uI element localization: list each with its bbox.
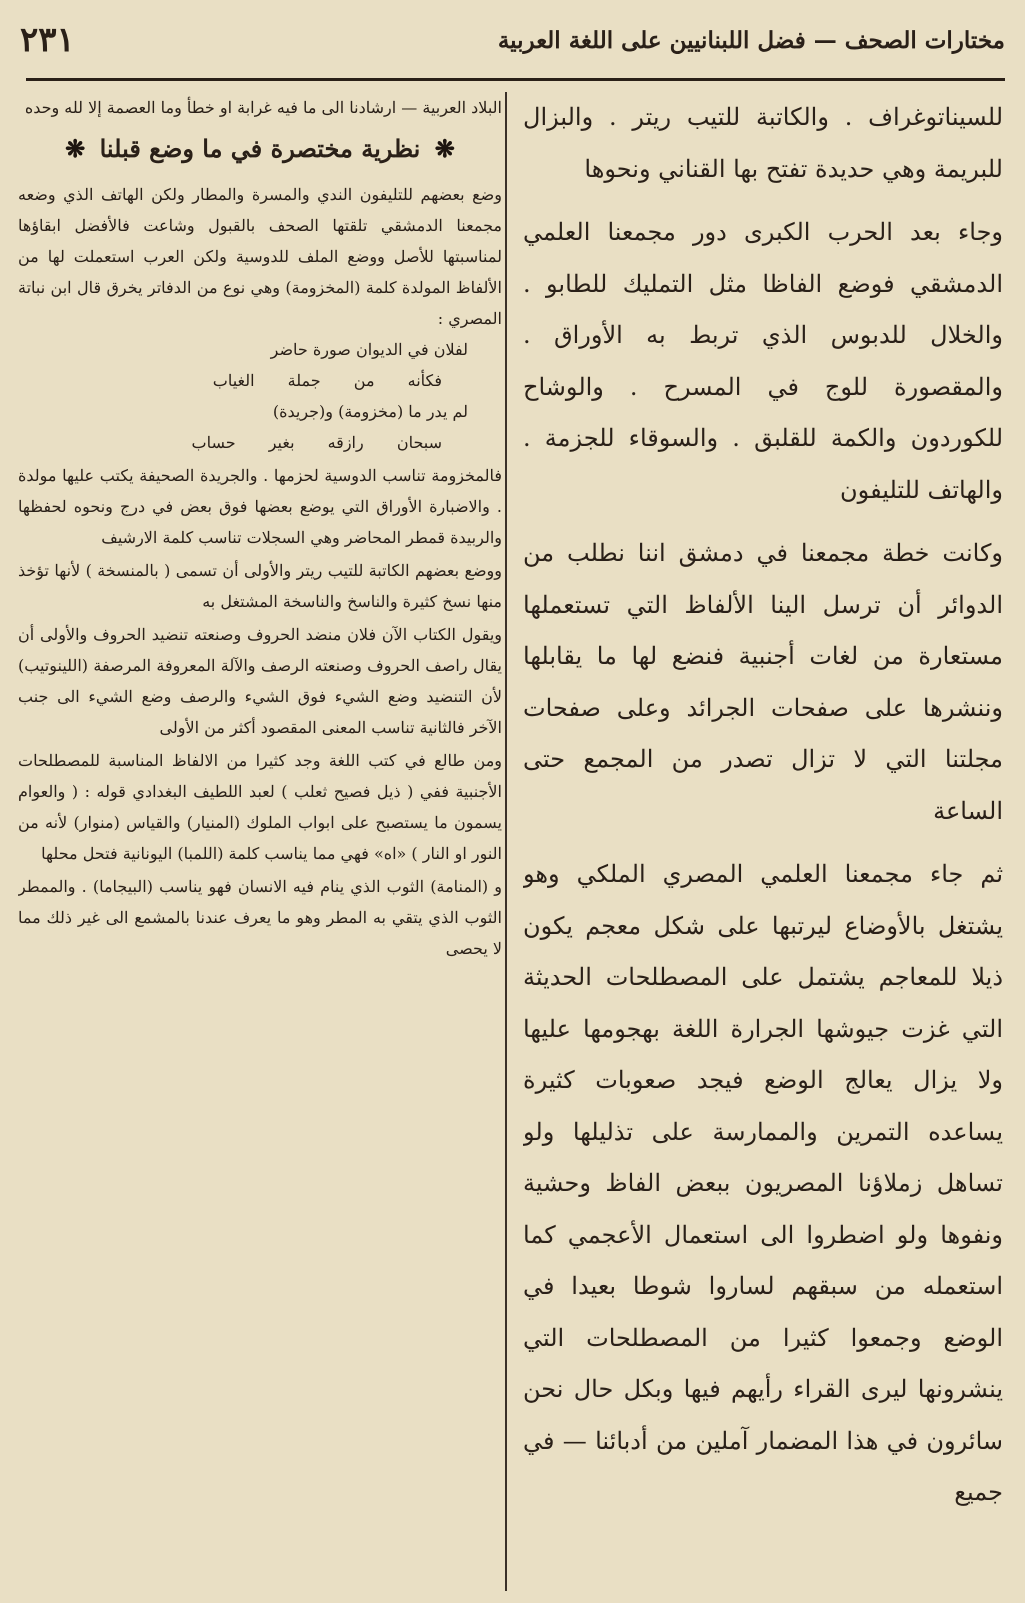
- verse-hemistich: لم يدر ما (مخزومة) و(جريدة): [272, 402, 468, 421]
- paragraph: وضع بعضهم للتليفون الندي والمسرة والمطار ولكن الهاتف الذي وضعه مجمعنا الدمشقي تلقتها الصحف بالقبول وشاعت فالأفضل ابقاؤها لمناسبتها للأصل ووضع الملف للدوسية ولكن العرب استعملت لها من الألفاظ المولدة كلمة (المخزومة) وهي نوع من الدفاتر يخرق قال ابن نباتة المصري :: [18, 185, 502, 328]
- verse-hemistich: لفلان في الديوان صورة حاضر: [270, 340, 468, 359]
- verse-hemistich: فكأنه من جملة الغياب: [212, 371, 442, 390]
- paragraph: ويقول الكتاب الآن فلان منضد الحروف وصنعته تنضيد الحروف والأولى أن يقال راصف الحروف وصنعته الرصف والآلة المعروفة المرصفة (اللينوتيب) لأن التنضيد وضع الشيء فوق الشيء والرصف وضع الشيء الى جنب الآخر فالثانية تناسب المعنى المقصود أكثر من الأولى: [18, 625, 502, 737]
- paragraph: للسيناتوغراف . والكاتبة للتيب ريتر . والبزال للبريمة وهي حديدة تفتح بها القناني ونحوها: [523, 103, 1003, 183]
- paragraph: ومن طالع في كتب اللغة وجد كثيرا من الالفاظ المناسبة للمصطلحات الأجنبية ففي ( ذيل فصيح ثعلب ) لعبد اللطيف البغدادي قوله : ( والعوام يسمون ما يستصبح على ابواب الملوك (المنيار) والقياس (منوار) لأنه من النور او النار ) «اه» فهي مما يناسب كلمة (اللمبا) اليونانية فتحل محلها: [18, 751, 502, 863]
- running-title: مختارات الصحف — فضل اللبنانيين على اللغة العربية: [497, 26, 1005, 54]
- paragraph: وكانت خطة مجمعنا في دمشق اننا نطلب من الدوائر أن ترسل الينا الألفاظ التي تستعملها مستعارة من لغات أجنبية فنضع لها ما يقابلها وننشرها على صفحات الجرائد وعلى صفحات مجلتنا التي لا تزال تصدر من المجمع حتى الساعة: [523, 539, 1003, 825]
- paragraph: البلاد العربية — ارشادنا الى ما فيه غرابة او خطأ وما العصمة إلا لله وحده: [24, 98, 502, 117]
- section-heading-text: نظرية مختصرة في ما وضع قبلنا: [99, 134, 421, 163]
- page-header: [20, 10, 1005, 70]
- column-divider: [505, 92, 507, 1591]
- right-column: [523, 92, 1003, 1593]
- ornament-icon: ❋: [65, 134, 86, 163]
- page-number: ٢٣١: [20, 20, 75, 60]
- ornament-icon: ❋: [434, 134, 455, 163]
- left-column: [18, 92, 502, 1593]
- paragraph: فالمخزومة تناسب الدوسية لحزمها . والجريدة الصحيفة يكتب عليها مولدة . والاضبارة الأوراق التي يوضع بعضها فوق بعض في درج ونحوه لحفظها والربيدة قمطر المحاضر وهي السجلات تناسب كلمة الارشيف: [18, 466, 502, 547]
- section-heading: [18, 127, 502, 171]
- paragraph: و (المنامة) الثوب الذي ينام فيه الانسان فهو يناسب (البيجاما) . والممطر الثوب الذي يتقي به المطر وهو ما يعرف عندنا بالمشمع الى غير ذلك مما لا يحصى: [18, 877, 502, 958]
- verse-hemistich: سبحان رازقه بغير حساب: [191, 433, 442, 452]
- paragraph: ووضع بعضهم الكاتبة للتيب ريتر والأولى أن تسمى ( بالمنسخة ) لأنها تؤخذ منها نسخ كثيرة والناسخ والناسخة المشتغل به: [18, 561, 502, 611]
- paragraph: ثم جاء مجمعنا العلمي المصري الملكي وهو يشتغل بالأوضاع ليرتبها على شكل معجم يكون ذيلا للمعاجم يشتمل على المصطلحات الحديثة التي غزت جيوشها الجرارة اللغة بهجومها عليها ولا يزال يعالج الوضع فيجد صعوبات كثيرة يساعده التمرين والممارسة على تذليلها ولو تساهل زملاؤنا المصريون ببعض الفاظ وحشية ونفوها ولو اضطروا الى استعمال الأعجمي كما استعمله من سبقهم لساروا شوطا بعيدا في الوضع وجمعوا كثيرا من المصطلحات التي ينشرونها ليرى القراء رأيهم فيها وبكل حال نحن سائرون في هذا المضمار آملين من أدبائنا — في جميع: [523, 860, 1003, 1506]
- header-rule: [26, 78, 1005, 81]
- paragraph: وجاء بعد الحرب الكبرى دور مجمعنا العلمي الدمشقي فوضع الفاظا مثل التمليك للطابو . والخلال للدبوس الذي تربط به الأوراق . والمقصورة للوج في المسرح . والوشاح للكوردون والكمة للقلبق . والسوقاء للجزمة . والهاتف للتليفون: [523, 218, 1003, 504]
- poem-verse: [18, 334, 502, 458]
